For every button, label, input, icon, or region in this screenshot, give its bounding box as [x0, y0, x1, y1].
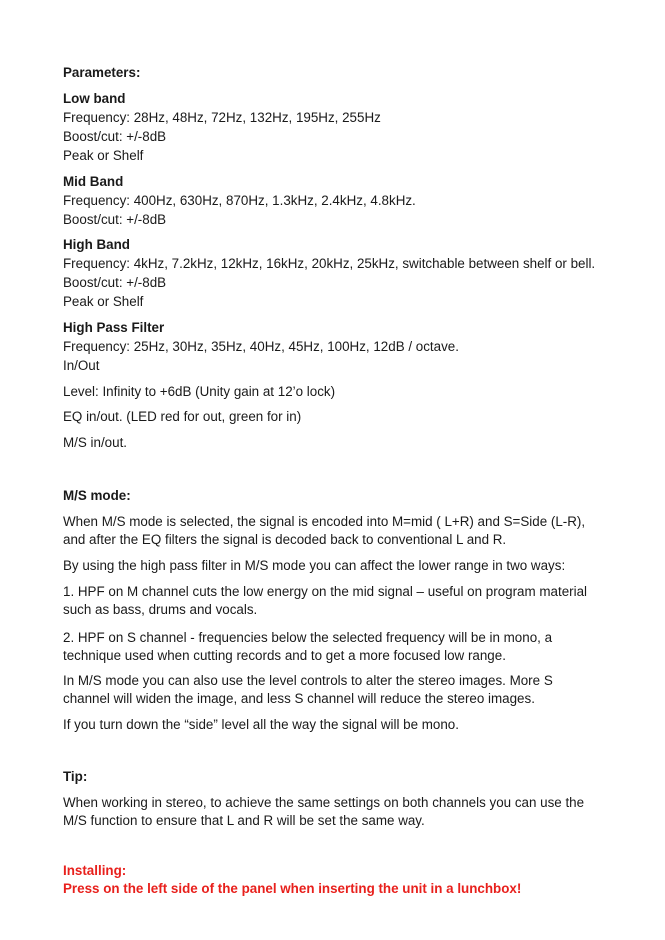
high-band-mode: Peak or Shelf	[63, 294, 144, 309]
low-band-boost-cut: Boost/cut: +/-8dB	[63, 129, 167, 144]
high-band-title: High Band	[63, 237, 130, 252]
hpf-frequency: Frequency: 25Hz, 30Hz, 35Hz, 40Hz, 45Hz, 100Hz, 12dB / octave.	[63, 339, 459, 354]
low-band-frequency: Frequency: 28Hz, 48Hz, 72Hz, 132Hz, 195Hz, 255Hz	[63, 110, 381, 125]
high-band-frequency: Frequency: 4kHz, 7.2kHz, 12kHz, 16kHz, 20kHz, 25kHz, switchable between shelf or bell.	[63, 256, 596, 271]
ms-mode-p3-line1: 1. HPF on M channel cuts the low energy on the mid signal – useful on program material	[63, 584, 587, 599]
mid-band-boost-cut: Boost/cut: +/-8dB	[63, 212, 167, 227]
low-band-mode: Peak or Shelf	[63, 148, 144, 163]
ms-mode-p6: If you turn down the “side” level all the way the signal will be mono.	[63, 717, 459, 732]
ms-mode-heading: M/S mode:	[63, 488, 131, 503]
hpf-title: High Pass Filter	[63, 320, 165, 335]
parameters-heading: Parameters:	[63, 65, 141, 80]
ms-mode-p5-line2: channel will widen the image, and less S channel will reduce the stereo images.	[63, 691, 535, 706]
eq-inout-text: EQ in/out. (LED red for out, green for in)	[63, 409, 302, 424]
level-text: Level: Infinity to +6dB (Unity gain at 12’o lock)	[63, 384, 336, 399]
tip-line2: M/S function to ensure that L and R will be set the same way.	[63, 813, 425, 828]
tip-heading: Tip:	[63, 769, 88, 784]
ms-mode-p4-line2: technique used when cutting records and to get a more focused low range.	[63, 648, 506, 663]
mid-band-title: Mid Band	[63, 174, 124, 189]
installing-heading: Installing:	[63, 863, 127, 878]
mid-band-frequency: Frequency: 400Hz, 630Hz, 870Hz, 1.3kHz, 2.4kHz, 4.8kHz.	[63, 193, 416, 208]
ms-mode-p5-line1: In M/S mode you can also use the level controls to alter the stereo images. More S	[63, 673, 553, 688]
tip-line1: When working in stereo, to achieve the same settings on both channels you can use the	[63, 795, 585, 810]
ms-mode-p4-line1: 2. HPF on S channel - frequencies below the selected frequency will be in mono, a	[63, 630, 553, 645]
low-band-title: Low band	[63, 91, 126, 106]
installing-warning: Press on the left side of the panel when inserting the unit in a lunchbox!	[63, 881, 522, 896]
hpf-inout: In/Out	[63, 358, 100, 373]
ms-mode-p3-line2: such as bass, drums and vocals.	[63, 602, 258, 617]
ms-mode-p1-line1: When M/S mode is selected, the signal is encoded into M=mid ( L+R) and S=Side (L-R),	[63, 514, 586, 529]
ms-mode-p2: By using the high pass filter in M/S mode you can affect the lower range in two ways:	[63, 558, 566, 573]
high-band-boost-cut: Boost/cut: +/-8dB	[63, 275, 167, 290]
ms-mode-p1-line2: and after the EQ filters the signal is decoded back to conventional L and R.	[63, 532, 507, 547]
ms-inout-text: M/S in/out.	[63, 435, 128, 450]
